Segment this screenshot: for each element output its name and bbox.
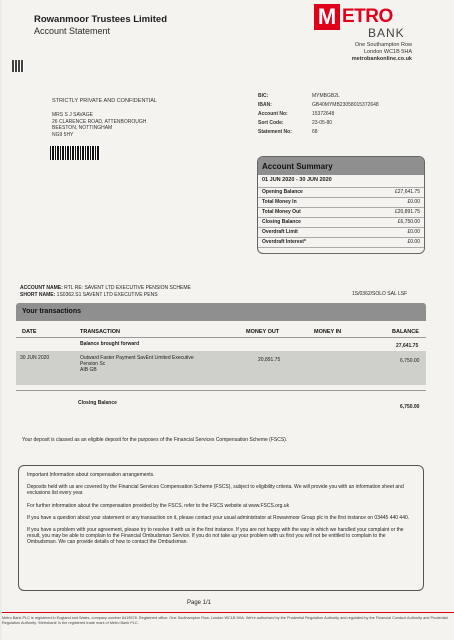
- short-name-label: SHORT NAME:: [20, 292, 56, 298]
- detail-value: 23-05-80: [312, 120, 333, 126]
- col-balance: BALANCE: [392, 329, 419, 335]
- account-reference: 1S/0362/SOLO SAL LSF: [352, 291, 408, 297]
- table-divider: [16, 337, 426, 338]
- bank-website: metrobankonline.co.uk: [351, 56, 412, 62]
- bank-address-line: One Southampton Row: [354, 42, 412, 48]
- transactions-header: Your transactions: [16, 303, 426, 321]
- logo-text-top: ETRO: [342, 6, 393, 27]
- col-money-out: MONEY OUT: [246, 329, 280, 335]
- info-paragraph: If you have a problem with your agreement, please try to resolve it with us in the first instance. If you are not happy with the way in which we handled your complaint or the result, you may be able to complain to the Financial Ombudsman Service. If you do not take up your problem with us first you will not be entitled to complain to the Ombudsman. We can provide details of how to contact the Ombudsman.: [27, 527, 404, 546]
- bank-address: [310, 42, 412, 63]
- summary-label: Total Money Out: [262, 209, 301, 215]
- summary-value: £0.00: [407, 199, 420, 205]
- summary-label: Overdraft Limit: [262, 229, 298, 235]
- summary-period: 01 JUN 2020 - 30 JUN 2020: [258, 175, 424, 188]
- entry-date: 30 JUN 2020: [20, 355, 50, 361]
- summary-row: [258, 238, 424, 248]
- statement-page: [2, 0, 454, 640]
- table-row: [16, 351, 426, 385]
- fscs-note: Your deposit is classed as an eligible deposit for the purposes of the Financial Services Compensation Scheme (FSCS).: [22, 437, 288, 443]
- summary-value: £20,891.75: [394, 209, 420, 215]
- page-number: Page 1/1: [187, 600, 212, 606]
- summary-value: £27,641.75: [394, 189, 420, 195]
- private-label: STRICTLY PRIVATE AND CONFIDENTIAL: [52, 98, 158, 104]
- detail-value: 15372648: [312, 111, 335, 117]
- summary-label: Total Money In: [262, 199, 297, 205]
- entry-money-out: 20,891.75: [258, 357, 281, 363]
- entry-description-line: Pension Sc: [80, 361, 106, 367]
- summary-value: £0.00: [407, 229, 420, 235]
- account-summary-box: [257, 156, 425, 254]
- summary-row: [258, 208, 424, 218]
- short-name-value: 1S0362.S1 SAVENT LTD EXECUTIVE PENS: [56, 292, 158, 298]
- detail-value: GB40MYMB23058015372648: [312, 102, 379, 108]
- brought-forward-label: Balance brought forward: [80, 341, 140, 347]
- col-transaction: TRANSACTION: [80, 329, 121, 335]
- summary-label: Closing Balance: [262, 219, 301, 225]
- summary-value: £0.00: [407, 239, 420, 245]
- qr-code-icon: [12, 60, 24, 72]
- summary-row: [258, 188, 424, 198]
- entry-description-line: AIB GB: [80, 367, 97, 373]
- account-details: [258, 93, 379, 138]
- closing-balance-label: Closing Balance: [78, 400, 117, 406]
- detail-row: [258, 111, 379, 120]
- detail-row: [258, 120, 379, 129]
- company-name: Rowanmoor Trustees Limited: [34, 14, 168, 25]
- col-money-in: MONEY IN: [314, 329, 342, 335]
- entry-description-line: Outward Faster Payment SavEnt Limited Executive: [80, 355, 194, 361]
- summary-row: [258, 218, 424, 228]
- account-name-label: ACCOUNT NAME:: [20, 285, 63, 291]
- metro-bank-logo: [314, 6, 410, 46]
- entry-balance: 6,750.00: [400, 358, 420, 364]
- entry-description: [80, 355, 194, 373]
- logo-m-icon: M: [314, 4, 340, 30]
- summary-label: Opening Balance: [262, 189, 303, 195]
- bank-address-line: London WC1B 5HA: [364, 49, 412, 55]
- summary-title: Account Summary: [258, 157, 424, 175]
- summary-label: Overdraft Interest*: [262, 239, 306, 245]
- statement-title: Account Statement: [34, 26, 111, 36]
- detail-label: BIC:: [258, 93, 269, 99]
- detail-row: [258, 102, 379, 111]
- detail-label: Account No:: [258, 111, 288, 117]
- address-line: BEESTON, NOTTINGHAM: [52, 125, 113, 131]
- barcode-icon: [50, 146, 100, 160]
- info-paragraph: Important Information about compensation arrangements.: [27, 472, 155, 478]
- detail-row: [258, 129, 379, 138]
- closing-balance-value: 6,750.00: [400, 404, 420, 410]
- address-line: NG9 5HY: [52, 131, 74, 138]
- account-name-value: RTL RE: SAVENT LTD EXECUTIVE PENSION SCHEME: [64, 285, 191, 291]
- compensation-info-box: [18, 465, 424, 591]
- legal-footer: Metro Bank PLC is registered in England and Wales, company number 6419578. Registered office: One Southampton Row, London WC1B 5HA. We're authorised by the Prudential Regulation Authority and regulated by the Financial Conduct Authority and Prudential Regulation Authority. 'Metrobank' is the registered trade mark of Metro Bank PLC.: [2, 616, 448, 625]
- address-line: 26 CLARENCE ROAD, ATTENBOROUGH: [52, 118, 147, 125]
- info-paragraph: For further information about the compensation provided by the FSCS, refer to the FSCS website at www.FSCS.org.uk: [27, 502, 290, 509]
- summary-row: [258, 198, 424, 208]
- brought-forward-value: 27,641.75: [396, 343, 419, 349]
- table-divider: [16, 390, 426, 391]
- detail-value: 68: [312, 129, 318, 135]
- col-date: DATE: [22, 329, 37, 335]
- detail-label: Sort Code:: [258, 120, 284, 126]
- account-name-block: [20, 285, 191, 299]
- detail-label: Statement No:: [258, 129, 292, 135]
- summary-value: £6,750.00: [397, 219, 420, 225]
- info-paragraph: Deposits held with us are covered by the Financial Services Compensation Scheme (FSCS), subject to eligibility criteria. We will provide you with an information sheet and exclusions list every year.: [27, 484, 404, 497]
- address-line: MRS S J SAVAGE: [52, 112, 93, 118]
- footer-divider: [2, 612, 454, 613]
- logo-text-bottom: BANK: [368, 26, 405, 40]
- detail-row: [258, 93, 379, 102]
- detail-value: MYMBGB2L: [312, 93, 340, 99]
- detail-label: IBAN:: [258, 102, 272, 108]
- summary-row: [258, 228, 424, 238]
- info-paragraph: If you have a question about your statement or any transaction on it, please contact your usual administrator at Rowanmoor Group plc in the first instance on 03445 440 440.: [27, 514, 410, 521]
- recipient-address: [52, 112, 146, 138]
